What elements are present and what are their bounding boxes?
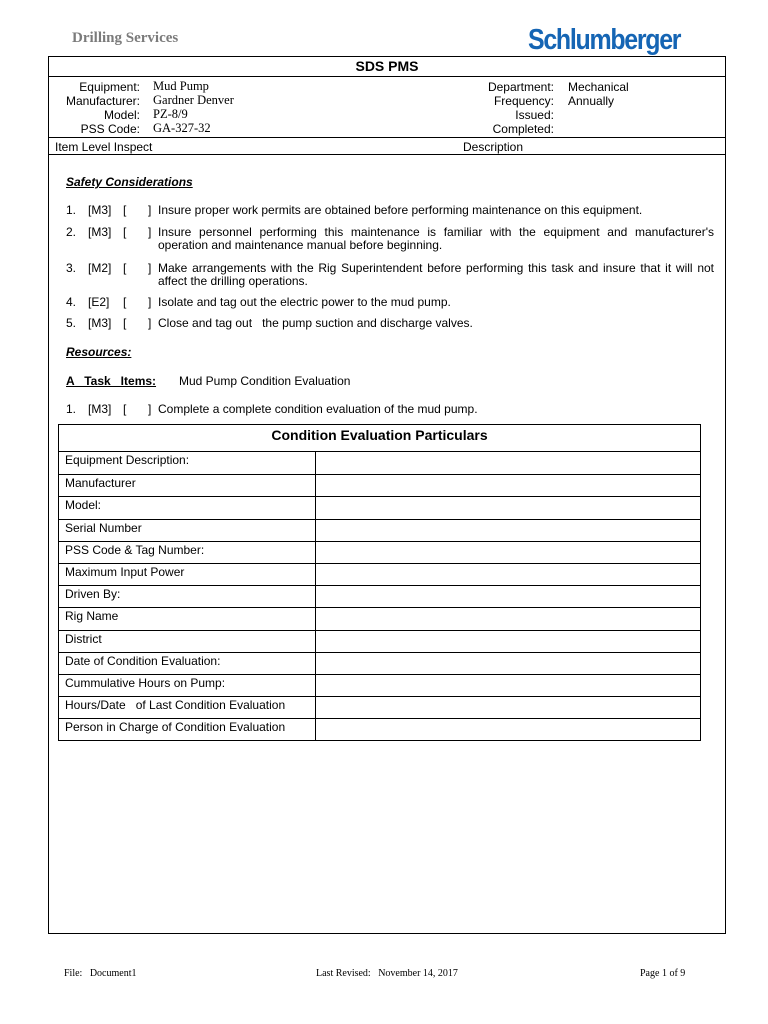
footer-page-number: Page 1 of 9 [640, 968, 686, 979]
checkbox-open-bracket: [ [123, 295, 127, 309]
equipment-label: Equipment: [79, 80, 140, 94]
document-title: SDS PMS [355, 58, 419, 74]
manufacturer-label: Manufacturer: [65, 94, 140, 108]
item-text: Insure proper work permits are obtained before performing maintenance on this equipment. [158, 203, 643, 217]
row-label: Equipment Description: [65, 453, 190, 467]
table-row [59, 652, 700, 674]
row-value-cell[interactable] [315, 452, 700, 474]
table-row [59, 718, 700, 740]
title-divider [48, 76, 726, 77]
item-code: [M3] [88, 316, 112, 330]
row-value-cell[interactable] [315, 564, 700, 585]
row-value-cell[interactable] [315, 675, 700, 696]
item-code: [M3] [88, 402, 112, 416]
row-value-cell[interactable] [315, 497, 700, 518]
safety-item [66, 317, 716, 331]
table-row [59, 563, 700, 585]
safety-item [66, 296, 716, 310]
item-text: Complete a complete condition evaluation of the mud pump. [158, 402, 478, 416]
table-row [59, 630, 700, 652]
table-row [59, 519, 700, 541]
checkbox-close-bracket: ] [148, 203, 152, 217]
row-label: Date of Condition Evaluation: [65, 653, 221, 668]
item-code: [M3] [88, 203, 112, 217]
row-label: Maximum Input Power [65, 564, 185, 579]
row-label: Serial Number [65, 520, 142, 535]
row-label: District [65, 631, 102, 646]
table-row [59, 541, 700, 563]
row-value-cell[interactable] [315, 608, 700, 629]
row-value-cell[interactable] [315, 475, 700, 496]
item-text: Close and tag out the pump suction and discharge valves. [158, 316, 473, 330]
resources-heading: Resources: [66, 345, 132, 359]
item-number: 1. [66, 402, 77, 416]
checkbox-open-bracket: [ [123, 203, 127, 217]
row-label: Rig Name [65, 609, 119, 624]
column-header-top-rule [48, 137, 726, 138]
row-value-cell[interactable] [315, 520, 700, 541]
checkbox-open-bracket: [ [123, 225, 127, 239]
checkbox-close-bracket: ] [148, 261, 152, 275]
department-title: Drilling Services [72, 30, 179, 46]
item-number: 2. [66, 225, 77, 239]
row-value-cell[interactable] [315, 697, 700, 718]
checkbox-close-bracket: ] [148, 316, 152, 330]
checkbox-close-bracket: ] [148, 295, 152, 309]
table-row [59, 674, 700, 696]
column-header-bottom-rule [48, 154, 726, 155]
safety-item [66, 204, 716, 218]
checkbox-close-bracket: ] [148, 402, 152, 416]
table-row [59, 474, 700, 496]
item-number: 5. [66, 316, 77, 330]
model-label: Model: [103, 108, 140, 122]
table-title: Condition Evaluation Particulars [59, 425, 700, 452]
row-label: Manufacturer [65, 476, 136, 491]
row-label: PSS Code & Tag Number: [65, 542, 205, 557]
column-header-description: Description [463, 140, 524, 154]
item-number: 4. [66, 295, 77, 309]
row-value-cell[interactable] [315, 719, 700, 740]
table-row [59, 452, 700, 474]
row-label: Cummulative Hours on Pump: [65, 675, 226, 690]
department-value: Mechanical [568, 80, 629, 94]
frequency-label: Frequency: [493, 94, 554, 108]
table-row [59, 496, 700, 518]
department-label: Department: [487, 80, 554, 94]
table-body [59, 452, 700, 740]
row-value-cell[interactable] [315, 631, 700, 652]
item-text: Insure personnel performing this maintenance is familiar with the equipment and manufacturer's operation and maintenance manual before beginning. [158, 225, 714, 252]
safety-item [66, 262, 716, 290]
table-row [59, 585, 700, 607]
condition-evaluation-table [58, 424, 701, 741]
issued-label: Issued: [515, 108, 554, 122]
completed-label: Completed: [492, 122, 554, 136]
table-row [59, 696, 700, 718]
footer-last-revised: Last Revised: November 14, 2017 [316, 968, 458, 979]
checkbox-open-bracket: [ [123, 261, 127, 275]
item-code: [E2] [88, 295, 110, 309]
task-items-heading: A Task Items: [66, 374, 157, 388]
row-label: Person in Charge of Condition Evaluation [65, 720, 286, 735]
item-number: 1. [66, 203, 77, 217]
row-value-cell[interactable] [315, 542, 700, 563]
row-label: Hours/Date of Last Condition Evaluation [65, 698, 286, 713]
schlumberger-logo: Schlumberger [528, 24, 681, 56]
row-label: Driven By: [65, 587, 121, 602]
task-title: Mud Pump Condition Evaluation [179, 374, 351, 388]
task-item [66, 403, 716, 417]
item-text: Isolate and tag out the electric power to the mud pump. [158, 295, 451, 309]
checkbox-open-bracket: [ [123, 316, 127, 330]
checkbox-open-bracket: [ [123, 402, 127, 416]
model-value: PZ-8/9 [153, 107, 188, 121]
footer-file: File: Document1 [64, 968, 137, 979]
item-text: Make arrangements with the Rig Superintendent before performing this task and insure that it will not affect the drilling operations. [158, 261, 714, 288]
equipment-value: Mud Pump [153, 79, 209, 93]
pss-code-label: PSS Code: [80, 122, 140, 136]
row-label: Model: [65, 498, 102, 513]
pss-code-value: GA-327-32 [153, 121, 211, 135]
safety-heading: Safety Considerations [66, 175, 193, 189]
column-header-item-level: Item Level Inspect [55, 140, 153, 154]
row-value-cell[interactable] [315, 653, 700, 674]
item-code: [M2] [88, 261, 112, 275]
item-number: 3. [66, 261, 77, 275]
table-row [59, 607, 700, 629]
safety-item [66, 226, 716, 254]
frequency-value: Annually [568, 94, 615, 108]
manufacturer-value: Gardner Denver [153, 93, 234, 107]
item-code: [M3] [88, 225, 112, 239]
checkbox-close-bracket: ] [148, 225, 152, 239]
row-value-cell[interactable] [315, 586, 700, 607]
